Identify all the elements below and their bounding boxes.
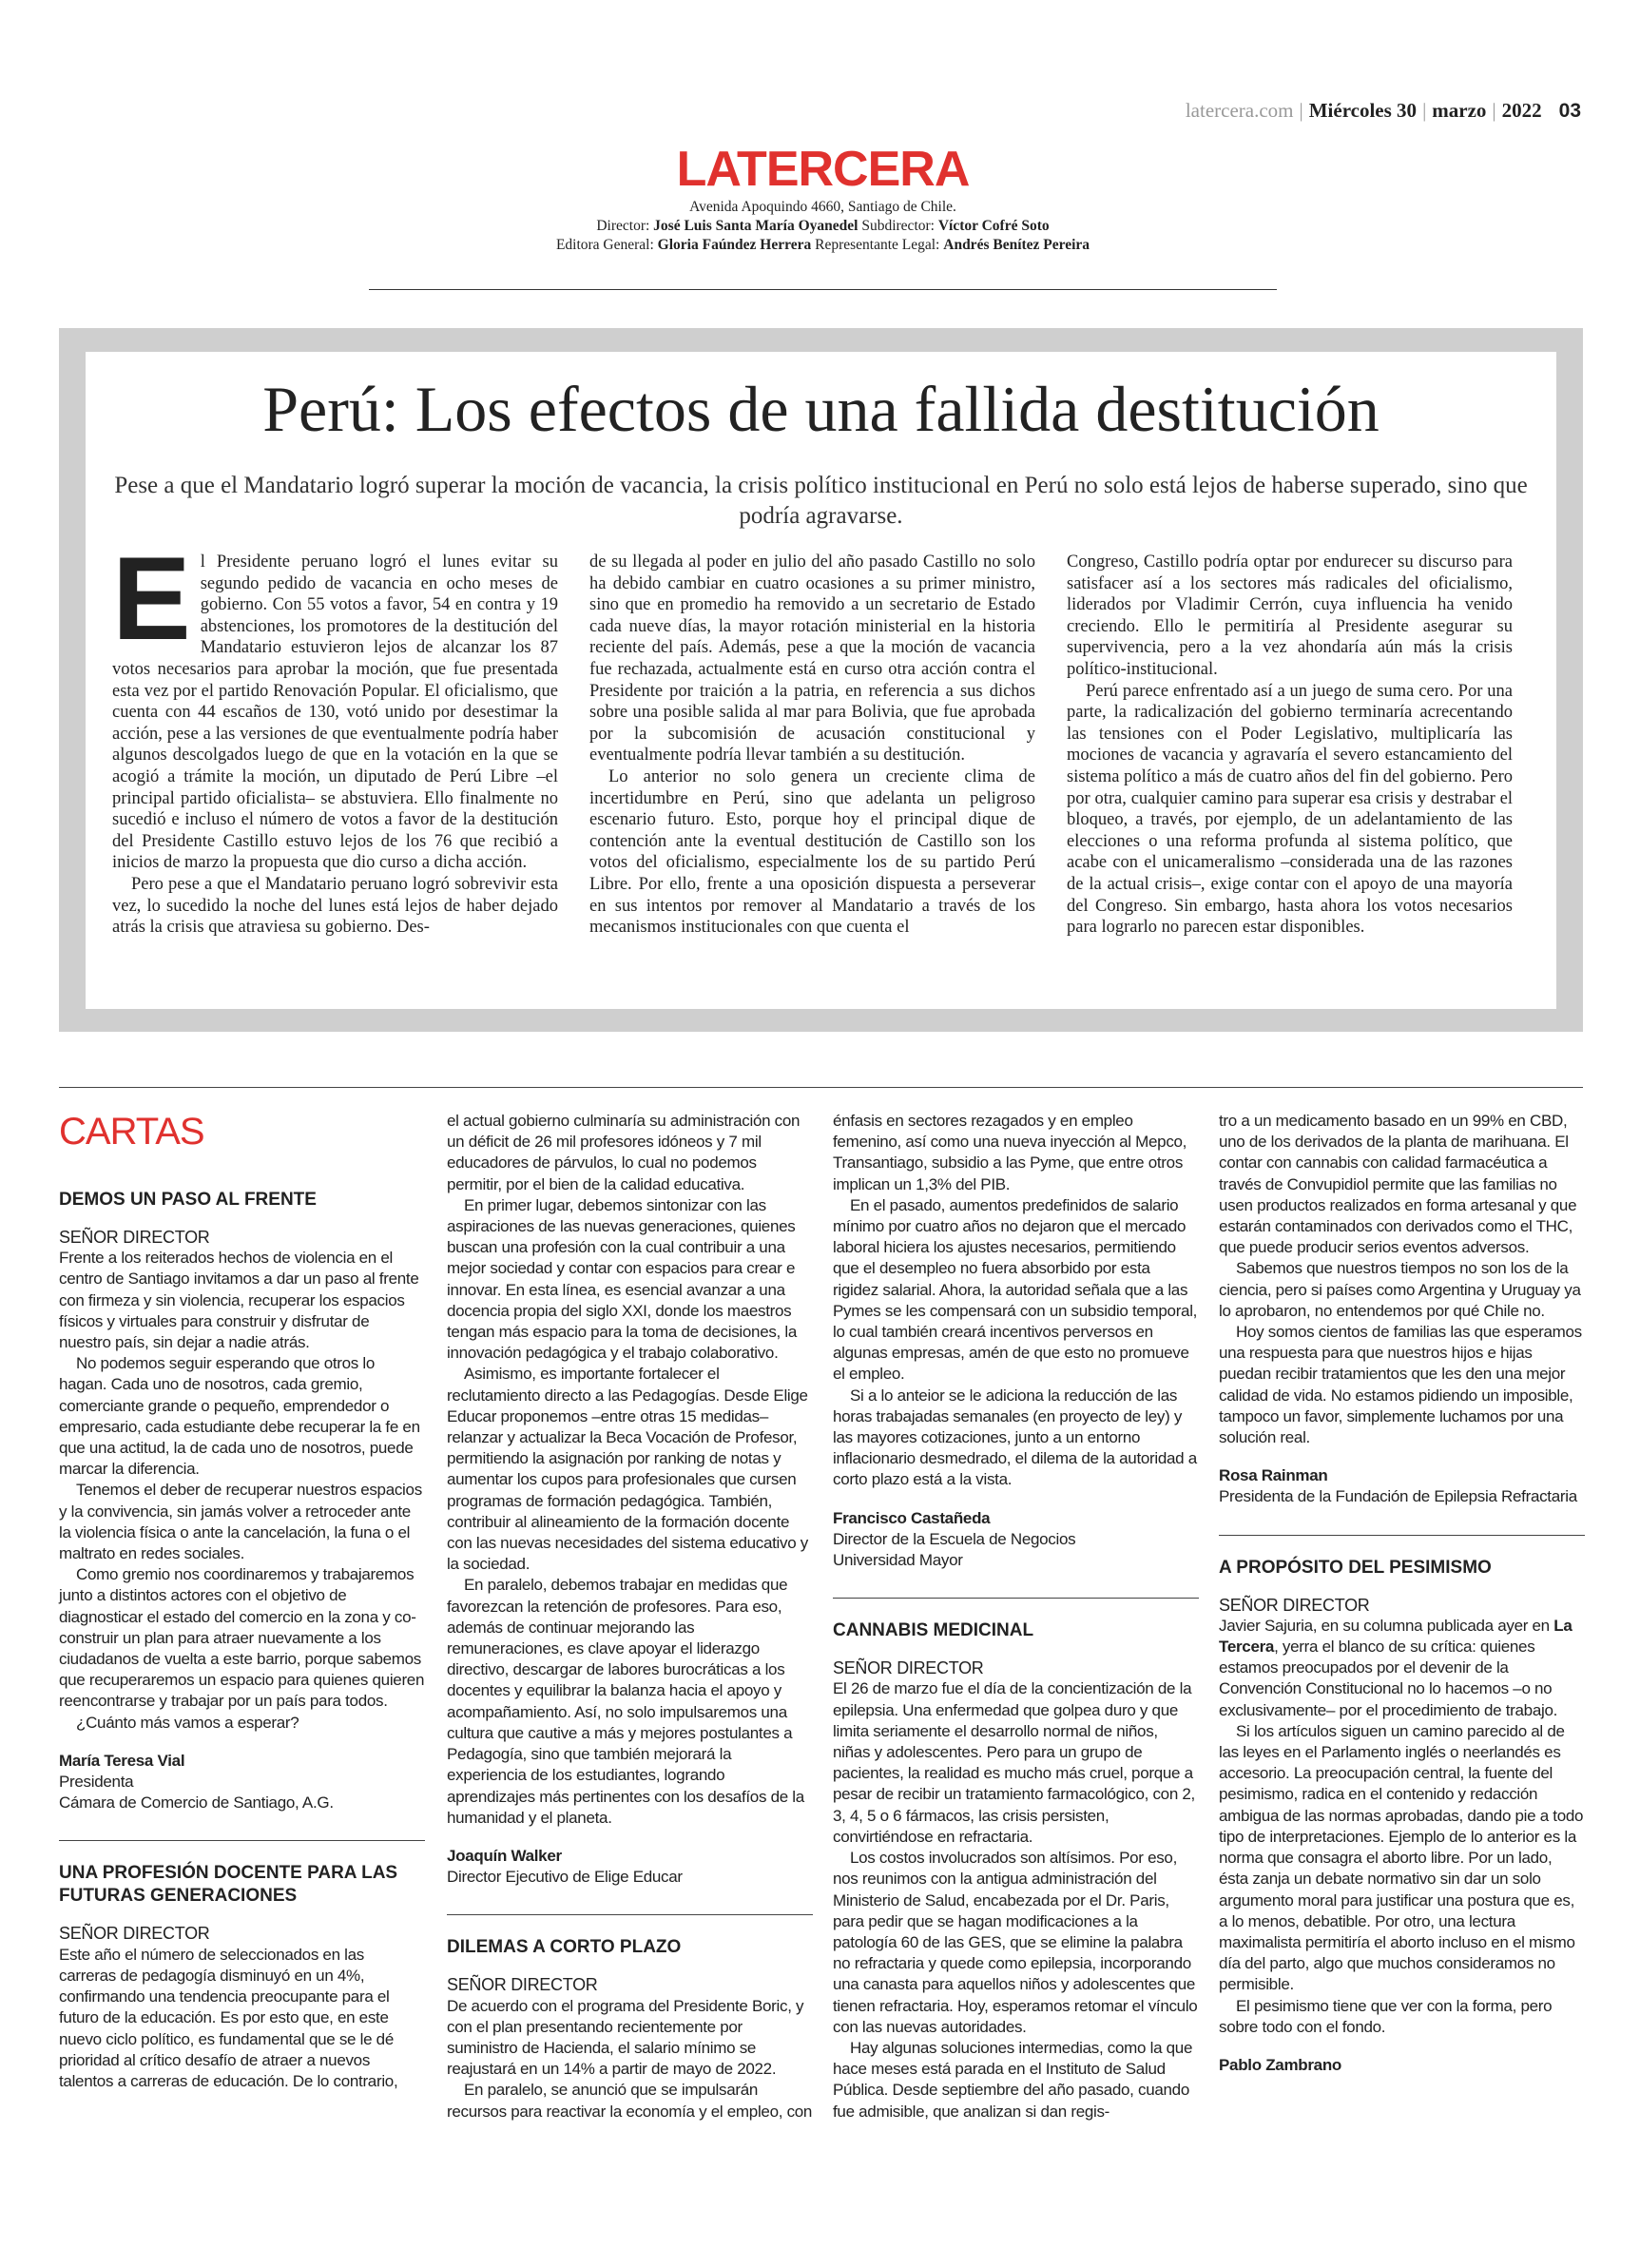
letter-paragraph: En paralelo, debemos trabajar en medidas que favorezcan la retención de profesores. Para eso, además de continuar mejorando las remuneraciones, es clave apoyar el liderazgo directivo, descargar de labores burocráticas a los docentes y equilibrar la balanza hacia el apoyo y acompañamiento. Así, no solo impulsaremos una cultura que cautive a más y mejores postulantes a Pedagogía, sino que también mejorará la experiencia de los estudiantes, logrando aprendizajes más pertinentes con los desafíos de la humanidad y el planeta. xyxy=(447,1576,804,1827)
letter-signature: María Teresa Vial xyxy=(59,1751,185,1770)
letter-heading: UNA PROFESIÓN DOCENTE PARA LAS FUTURAS GENERACIONES xyxy=(59,1863,398,1907)
subdirector-label: Subdirector: xyxy=(858,218,938,234)
letter-role: Director Ejecutivo de Elige Educar xyxy=(447,1868,683,1887)
letter-paragraph: tro a un medicamento basado en un 99% en CBD, uno de los derivados de la planta de marihuana. El contar con cannabis con calidad farmacéutica a través de Convupidiol permite que las familias no usen productos realizados en forma artesanal y que estarán contaminados con derivados como el THC, que puede producir serios eventos adversos. xyxy=(1219,1112,1577,1257)
date-month: marzo xyxy=(1432,99,1487,122)
letter-heading: CANNABIS MEDICINAL xyxy=(833,1620,1034,1641)
editorial-paragraph: Pero pese a que el Mandatario peruano logró sobrevivir esta vez, lo sucedido la noche del lunes está lejos de haber dejado atrás la crisis que atraviesa su gobierno. Des- xyxy=(112,874,558,938)
letters-column-2 xyxy=(447,1111,813,2123)
editorial-paragraph: Lo anterior no solo genera un creciente clima de incertidumbre en Perú, sino que adelanta un peligroso escenario futuro. Esto, porque hoy el principal dique de contención ante la eventual destitución de Castillo son los votos del oficialismo, especialmente los de su partido Perú Libre. Por ello, frente a una oposición dispuesta a perseverar en sus intentos por remover al Mandatario a través de los mecanismos institucionales con que cuenta el xyxy=(589,766,1035,938)
letter-paragraph xyxy=(1219,1616,1585,1721)
paragraph-text: Javier Sajuria, en su columna publicada ayer en xyxy=(1219,1616,1554,1635)
letter-heading: DILEMAS A CORTO PLAZO xyxy=(447,1937,682,1958)
letter-divider xyxy=(833,1598,1199,1599)
newspaper-logo: LATERCERA xyxy=(676,142,970,197)
editora-label: Editora General: xyxy=(555,237,658,253)
letter-paragraph: Este año el número de seleccionados en las carreras de pedagogía disminuyó en un 4%, confirmando una tendencia preocupante para el futuro de la educación. Es por esto que, en este nuevo ciclo político, es fundamental que se le dé prioridad al crítico desafío de atraer a nuevos talentos a carreras de educación. De lo contrario, xyxy=(59,1945,398,2090)
subdirector-name: Víctor Cofré Soto xyxy=(937,218,1050,234)
letter-salutation: SEÑOR DIRECTOR xyxy=(1219,1595,1370,1615)
letters-column-3 xyxy=(833,1111,1199,2123)
letter-paragraph: Asimismo, es importante fortalecer el reclutamiento directo a las Pedagogías. Desde Elige Educar proponemos –entre otras 15 medidas– relanzar y actualizar la Beca Vocación de Profesor, permitiendo la asignación por ranking de notas y aumentar los cupos para profesionales que cursen programas de formación pedagógica. También, contribuir al alineamiento de la formación docente con las nuevas necesidades del sistema educativo y la sociedad. xyxy=(447,1365,809,1574)
letter-role: Director de la Escuela de Negocios xyxy=(833,1529,1076,1548)
editorial-paragraph: Congreso, Castillo podría optar por endurecer su discurso para satisfacer así a los sectores más radicales del oficialismo, liderados por Vladimir Cerrón, cuya influencia ha venido creciendo. Ello le permitiría al Presidente asegurar su supervivencia, pero a la vez ahondaría aún más la crisis político-institucional. xyxy=(1067,552,1513,679)
editorial-paragraph: de su llegada al poder en julio del año pasado Castillo no solo ha debido cambiar en cuatro ocasiones a su primer ministro, sino que en promedio ha removido a un secretario de Estado cada nueve días, la mayor rotación ministerial en la historia reciente del país. Además, pese a que la moción de vacancia fue rechazada, actualmente está en curso otra acción contra el Presidente por traición a la patria, en referencia a sus dichos sobre una posible salida al mar para Bolivia, que fue aprobada por la subcomisión de acusación constitucional y eventualmente podría llevar también a su destitución. xyxy=(589,552,1035,766)
newspaper-name: La Tercera xyxy=(1219,1616,1572,1657)
editorial-column-2 xyxy=(589,552,1035,939)
letter-heading: A PROPÓSITO DEL PESIMISMO xyxy=(1219,1557,1492,1578)
separator: | xyxy=(1299,99,1303,122)
letter-signature: Joaquín Walker xyxy=(447,1846,562,1865)
letter-paragraph: Como gremio nos coordinaremos y trabajaremos junto a distintos actores con el objetivo de diagnosticar el estado del comercio en la zona y co-construir un plan para atraer nuevamente a los ciudadanos de vuelta a este barrio, porque sabemos que recuperaremos un espacio para quienes quieren reencontrarse y trabajar por un país para todos. xyxy=(59,1565,425,1711)
letter-signature: Rosa Rainman xyxy=(1219,1466,1328,1485)
page-number: 03 xyxy=(1558,100,1581,122)
letter-paragraph: De acuerdo con el programa del Presidente Boric, y con el plan presentando recientemente por suministro de Hacienda, el salario mínimo se reajustará en un 14% a partir de mayo de 2022. xyxy=(447,1996,804,2079)
letter-paragraph: Frente a los reiterados hechos de violencia en el centro de Santiago invitamos a dar un paso al frente con firmeza y sin violencia, recuperar los espacios físicos y virtuales para construir y disfrutar de nuestro país, sin dejar a nadie atrás. xyxy=(59,1249,419,1352)
address: Avenida Apoquindo 4660, Santiago de Chile. xyxy=(689,199,956,215)
letter-role: Cámara de Comercio de Santiago, A.G. xyxy=(59,1793,334,1812)
date-day: Miércoles 30 xyxy=(1308,99,1418,122)
letter-paragraph: En primer lugar, debemos sintonizar con las aspiraciones de las nuevas generaciones, quienes buscan una profesión con la cual contribuir a una mejor sociedad y contar con espacios para crear e innovar. En esta línea, es esencial avanzar a una docencia propia del siglo XXI, donde los maestros tengan más espacio para la toma de decisiones, la innovación pedagógica y el trabajo colaborativo. xyxy=(447,1195,798,1363)
editorial-dek: Pese a que el Mandatario logró superar la moción de vacancia, la crisis político institucional en Perú no solo está lejos de haberse superado, sino que podría agravarse. xyxy=(114,473,1528,529)
editorial-paragraph: Perú parece enfrentado así a un juego de suma cero. Por una parte, la radicalización del gobierno terminaría acrecentando las tensiones con el Poder Legislativo, multiplicaría las mociones de vacancia y agravaría el severo estancamiento del sistema político a más de cuatro años del fin del gobierno. Pero por otra, cualquier camino para superar esa crisis y destrabar el bloqueo, a través, por ejemplo, de un adelantamiento de las elecciones o una reforma profunda al sistema político, que acabe con el unicameralismo –considerada una de las razones de la actual crisis–, exige contar con el apoyo de una mayoría del Congreso. Sin embargo, hasta ahora los votos necesarios para lograrlo no parecen estar disponibles. xyxy=(1067,681,1513,938)
letter-role: Presidenta xyxy=(59,1773,134,1792)
letter-divider xyxy=(59,1840,425,1841)
paragraph-text: , yerra el blanco de su crítica: quienes estamos preocupados por el devenir de la Convención Constitucional no lo hacemos –o no exclusivamente– por el procedimiento de trabajo. xyxy=(1219,1638,1558,1719)
separator: | xyxy=(1422,99,1427,122)
letter-salutation: SEÑOR DIRECTOR xyxy=(833,1658,984,1678)
editorial-paragraph xyxy=(112,533,558,874)
director-label: Director: xyxy=(596,218,654,234)
drop-cap: E xyxy=(112,533,191,665)
letter-signature: Francisco Castañeda xyxy=(833,1508,991,1527)
masthead-divider xyxy=(369,289,1277,290)
letter-paragraph: Hoy somos cientos de familias las que esperamos una respuesta para que nuestros hijos e hijas puedan recibir tratamientos que les den una mejor calidad de vida. No estamos pidiendo un imposible, tampoco un favor, simplemente luchamos por una solución real. xyxy=(1219,1323,1582,1447)
letters-column-4 xyxy=(1219,1111,1585,2076)
letter-paragraph: énfasis en sectores rezagados y en empleo femenino, así como una nueva inyección al Mepco, Transantiago, subsidio a las Pyme, que entre otros implican un 1,3% del PIB. xyxy=(833,1112,1187,1193)
editora-name: Gloria Faúndez Herrera xyxy=(657,237,812,253)
letter-paragraph: No podemos seguir esperando que otros lo hagan. Cada uno de nosotros, cada gremio, comerciante grande o pequeño, emprendedor o empresario, cada estudiante debe recuperar la fe en que una actitud, la de cada uno de nosotros, puede marcar la diferencia. xyxy=(59,1354,420,1479)
paragraph-text: l Presidente peruano logró el lunes evitar su segundo pedido de vacancia en ocho meses de gobierno. Con 55 votos a favor, 54 en contra y 19 abstenciones, los promotores de la destitución del Mandatario estuvieron lejos de alcanzar los 87 votos necesarios para aprobar la moción, que fue presentada esta vez por el partido Renovación Popular. El oficialismo, que cuenta con 44 escaños de 130, votó unido por desestimar la acción, pese a las versiones de que eventualmente podría haber algunos descolgados luego de que en la votación en la que se acogió a trámite la moción, un diputado de Perú Libre –el principal partido oficialista– se abstuviera. Ello finalmente no sucedió e incluso el número de votos a favor de la destitución del Presidente Castillo estuvo lejos de los 76 que recibió a inicios de marzo la propuesta que dio curso a dicha acción. xyxy=(112,552,558,873)
letter-paragraph: En paralelo, se anunció que se impulsarán recursos para reactivar la economía y el empleo, con xyxy=(447,2081,813,2121)
letter-paragraph: El 26 de marzo fue el día de la concientización de la epilepsia. Una enfermedad que golpea duro y que limita seriamente el desarrollo normal de niños, niñas y adolescentes. Pero para un grupo de pacientes, la realidad es mucho más cruel, porque a pesar de recibir un tratamiento farmacológico, con 2, 3, 4, 5 o 6 fármacos, las crisis persisten, convirtiéndose en refractaria. xyxy=(833,1679,1195,1846)
letter-paragraph: Si los artículos siguen un camino parecido al de las leyes en el Parlamento inglés o neerlandés es accesorio. La preocupación central, la fuente del pesimismo, radica en el contenido y redacción ambigua de las normas aprobadas, dando pie a todo tipo de interpretaciones. Ejemplo de lo anterior es la norma que consagra el aborto libre. Por un lado, ésta zanja un debate normativo sin dar un solo argumento moral para justificar una postura que es, a lo menos, debatible. Por otro, una lectura maximalista permitiría el aborto incluso en el mismo día del parto, algo que muchos consideramos no permisible. xyxy=(1219,1721,1584,1994)
rep-label: Representante Legal: xyxy=(811,237,944,253)
staff-line-2 xyxy=(369,236,1277,255)
letter-paragraph: el actual gobierno culminaría su administración con un déficit de 26 mil profesores idóneos y 7 mil educadores de párvulos, lo cual no podemos permitir, por el bien de la calidad educativa. xyxy=(447,1112,801,1193)
letters-column-1 xyxy=(59,1189,425,2092)
director-name: José Luis Santa María Oyanedel xyxy=(653,218,859,234)
date-year: 2022 xyxy=(1501,99,1542,122)
letter-salutation: SEÑOR DIRECTOR xyxy=(59,1924,210,1944)
letter-divider xyxy=(1219,1535,1585,1536)
editorial-title: Perú: Los efectos de una fallida destitución xyxy=(262,373,1380,445)
letter-paragraph: El pesimismo tiene que ver con la forma, pero sobre todo con el fondo. xyxy=(1219,1996,1553,2036)
site-link[interactable]: latercera.com xyxy=(1185,99,1294,122)
letter-role: Presidenta de la Fundación de Epilepsia Refractaria xyxy=(1219,1487,1577,1506)
letter-role: Universidad Mayor xyxy=(833,1551,963,1570)
letter-paragraph: Tenemos el deber de recuperar nuestros espacios y la convivencia, sin jamás volver a retroceder ante la violencia física o ante la cancelación, la funa o el maltrato en redes sociales. xyxy=(59,1481,422,1563)
letter-paragraph: Sabemos que nuestros tiempos no son los de la ciencia, pero si países como Argentina y Uruguay ya lo aprobaron, no entendemos por qué Chile no. xyxy=(1219,1259,1581,1320)
staff-line-1 xyxy=(369,217,1277,236)
letter-salutation: SEÑOR DIRECTOR xyxy=(59,1228,210,1247)
section-title: CARTAS xyxy=(59,1111,204,1153)
page-header-bar xyxy=(1186,99,1581,123)
letter-paragraph: Los costos involucrados son altísimos. Por eso, nos reunimos con la antigua administración del Ministerio de Salud, encabezada por el Dr. Paris, para pedir que se hagan modificaciones a la patología 60 de las GES, que se elimine la palabra no refractaria y quede como epilepsia, incorporando una canasta para aquellos niños y adolescentes que tienen refractaria. Hoy, esperamos retomar el vínculo con las nuevas autoridades. xyxy=(833,1849,1198,2036)
letter-salutation: SEÑOR DIRECTOR xyxy=(447,1975,598,1995)
letter-signature: Pablo Zambrano xyxy=(1219,2055,1341,2074)
separator: | xyxy=(1492,99,1496,122)
masthead xyxy=(369,141,1277,255)
editorial-column-1 xyxy=(112,533,558,939)
letter-paragraph: Si a lo anteior se le adiciona la reducción de las horas trabajadas semanales (en proyecto de ley) y las mayores cotizaciones, junto a un entorno inflacionario desmedrado, el dilema de la autoridad a corto plazo está a la vista. xyxy=(833,1386,1197,1489)
letter-paragraph: ¿Cuánto más vamos a esperar? xyxy=(76,1713,299,1732)
rep-name: Andrés Benítez Pereira xyxy=(943,237,1090,253)
editorial-column-3 xyxy=(1067,552,1513,939)
cartas-divider xyxy=(59,1087,1583,1088)
letter-paragraph: Hay algunas soluciones intermedias, como la que hace meses está parada en el Instituto de Salud Pública. Desde septiembre del año pasado, cuando fue admisible, que analizan si dan regis- xyxy=(833,2038,1193,2121)
letter-paragraph: En el pasado, aumentos predefinidos de salario mínimo por cuatro años no dejaron que el mercado laboral hiciera los ajustes necesarios, permitiendo que el desempleo no fuera absorbido por esta rigidez salarial. Ahora, la autoridad señala que a las Pymes se les compensará con un subsidio temporal, lo cual también creará incentivos perversos en algunas empresas, amén de que esto no promueve el empleo. xyxy=(833,1195,1198,1384)
letter-heading: DEMOS UN PASO AL FRENTE xyxy=(59,1190,317,1210)
letter-divider xyxy=(447,1914,813,1915)
